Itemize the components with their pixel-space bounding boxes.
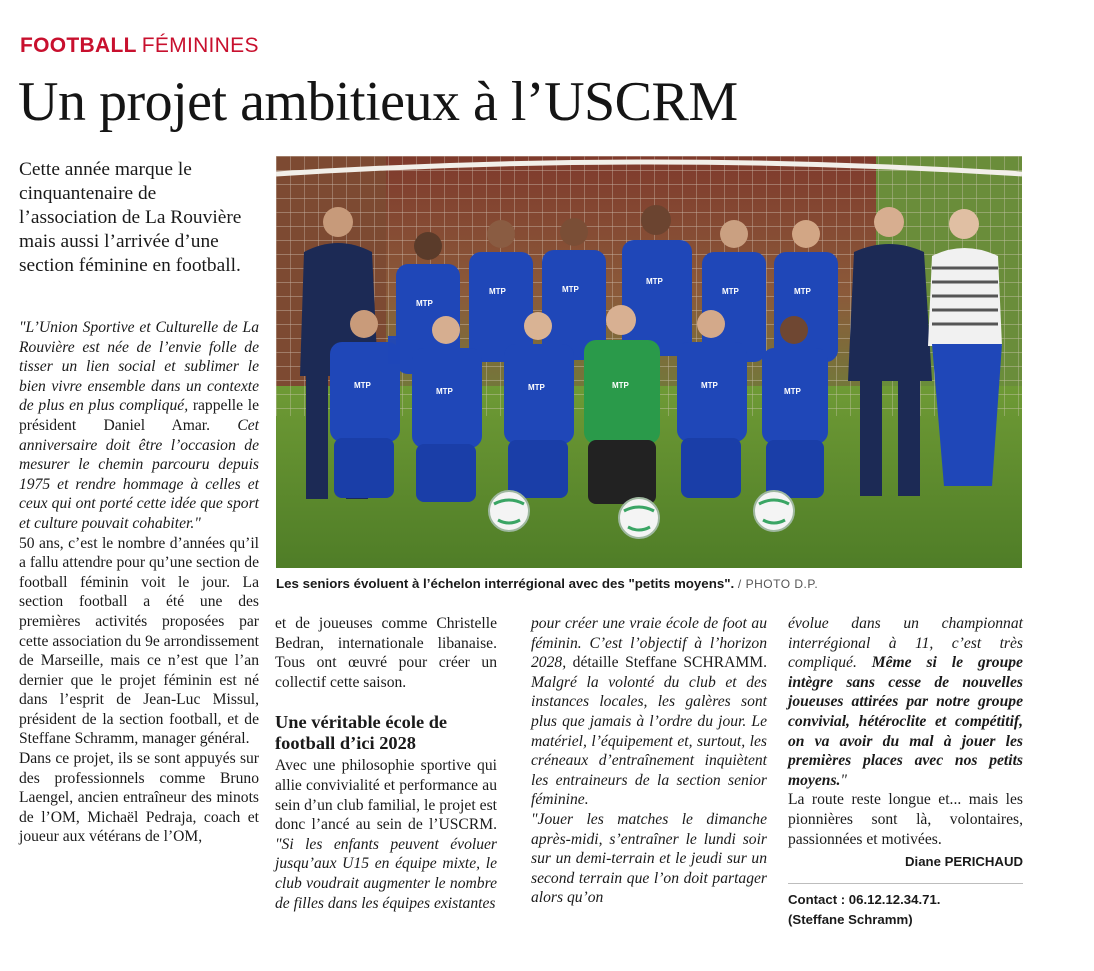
jersey-print: MTP [489, 287, 506, 296]
quote-text: "Si les enfants peuvent évoluer jusqu’aux U15 en équipe mixte, le club voudrait augmenter le nombre de filles dans les équipes existantes [275, 835, 497, 912]
body-paragraph [531, 614, 767, 810]
contact-box [788, 890, 1023, 930]
author-signature: Diane PERICHAUD [905, 854, 1023, 870]
quote-text: Malgré la volonté du club et des instances locales, les galères sont plus que jamais à l’ordre du jour. Le matériel, l’équipement et, surtout, les créneaux d’entraînement inquiètent les entraineurs de la section senior féminine. [531, 673, 767, 809]
quote-text: pour créer une vraie école de foot au féminin. C’est l’objectif à l’horizon 2028, [531, 615, 767, 672]
caption-text: Les seniors évoluent à l’échelon interrégional avec des "petits moyens". [276, 576, 735, 591]
body-paragraph: et de joueuses comme Christelle Bedran, internationale libanaise. Tous ont œuvré pour créer un collectif cette saison. [275, 615, 497, 691]
column-2 [275, 614, 497, 913]
jersey-print: MTP [562, 285, 579, 294]
jersey-print: MTP [701, 381, 718, 390]
jersey-print: MTP [528, 383, 545, 392]
jersey-print: MTP [794, 287, 811, 296]
kicker-subsection: FÉMININES [141, 34, 259, 57]
photo-caption [276, 575, 1022, 593]
article-subheading: Une véritable école de football d’ici 2028 [275, 712, 448, 753]
president-quote-paragraph [19, 318, 259, 534]
quote-attribution: détaille Steffane SCHRAMM. [566, 654, 767, 672]
body-paragraph [788, 614, 1023, 790]
quote-text: "L’Union Sportive et Culturelle de La Rouvière est née de l’envie folle de tisser un lien social et sublimer le bien vivre ensemble dans un contexte de plus en plus compliqué, [19, 319, 259, 415]
contact-divider [788, 883, 1023, 884]
jersey-print: MTP [646, 277, 663, 286]
column-3 [531, 614, 767, 908]
jersey-print: MTP [354, 381, 371, 390]
quote-text: Cet anniversaire doit être l’occasion de mesurer le chemin parcouru depuis 1975 et rendre hommage à celles et ceux qui ont porté cette idée que sport et culture pouvait cohabiter." [19, 416, 259, 532]
column-4 [788, 614, 1023, 872]
body-paragraph: Dans ce projet, ils se sont appuyés sur des professionnels comme Bruno Laengel, ancien entraîneur des minots de l’OM, Michaël Pedraja, coach et joueur aux vétérans de l’OM, [19, 750, 259, 846]
quote-paragraph: "Jouer les matches le dimanche après-midi, s’entraîner le lundi soir sur un demi-terrain et le jeudi sur un second terrain que l’on doit partager alors qu’on [531, 810, 767, 907]
section-kicker [20, 34, 259, 58]
body-paragraph [275, 756, 497, 913]
team-photo [276, 156, 1022, 568]
contact-person: (Steffane Schramm) [788, 912, 913, 927]
quote-close: " [840, 771, 847, 789]
jersey-print: MTP [436, 387, 453, 396]
quote-attribution: rappelle le président Daniel Amar. [19, 397, 259, 434]
jersey-print: MTP [722, 287, 739, 296]
photo-credit: / PHOTO D.P. [737, 577, 819, 591]
body-text: Avec une philosophie sportive qui allie convivialité et performance au sein d’un club familial, le projet est donc l’ancé au sein de l’USCRM. [275, 757, 497, 834]
quote-emphasis: Même si le groupe intègre sans cesse de nouvelles joueuses attirées par notre groupe convivial, hétéroclite et compétitif, on va avoir du mal à jouer les premières places avec nos petits moyens. [788, 654, 1023, 789]
contact-phone: Contact : 06.12.12.34.71. [788, 892, 941, 907]
body-paragraph: La route reste longue et... mais les pionnières sont là, volontaires, passionnées et motivées. [788, 791, 1023, 848]
body-paragraph: 50 ans, c’est le nombre d’années qu’il a fallu attendre pour qu’une section de football féminin voit le jour. La section football a été une des premières activités proposées par cette association du 9e arrondissement de Marseille, mais ce n’est que l’an dernier que le projet féminin est né dans l’esprit de Jean-Luc Missul, président de la section football, et de Steffane Schramm, manager général. [19, 534, 259, 748]
jersey-print: MTP [784, 387, 801, 396]
quote-text: évolue dans un championnat interrégional à 11, c’est très compliqué. [788, 615, 1023, 672]
article-lead: Cette année marque le cinquantenaire de l’association de La Rouvière mais aussi l’arrivée d’une section féminine en football. [19, 159, 242, 276]
column-1 [19, 318, 259, 847]
article-headline: Un projet ambitieux à l’USCRM [18, 71, 738, 133]
jersey-print: MTP [612, 381, 629, 390]
jersey-print: MTP [416, 299, 433, 308]
kicker-section: FOOTBALL [20, 34, 137, 57]
